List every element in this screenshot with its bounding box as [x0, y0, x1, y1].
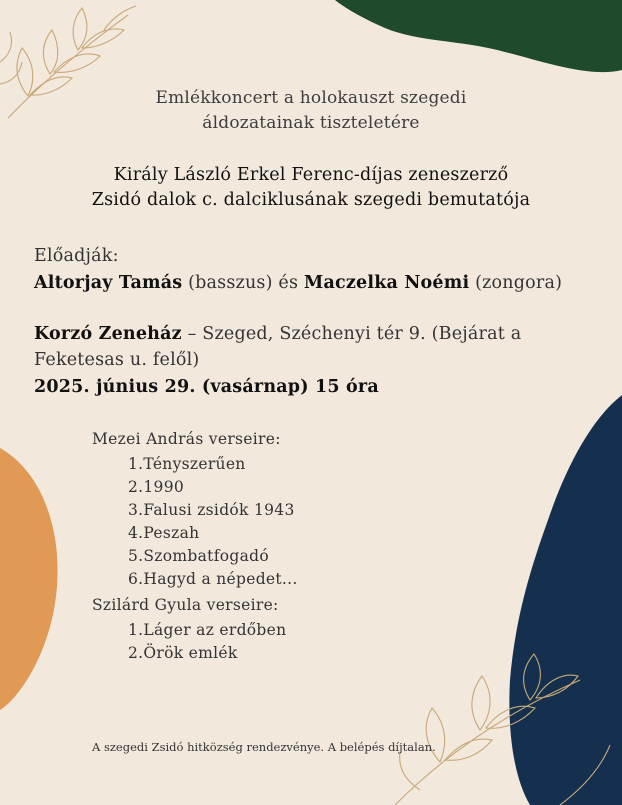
footer-note: A szegedi Zsidó hitközség rendezvénye. A belépés díjtalan. — [92, 740, 436, 754]
performer-1-role: (basszus) — [188, 273, 273, 293]
program-item: 1.Tényszerűen — [128, 455, 246, 473]
green-blob-shape — [335, 0, 622, 72]
program-item: 6.Hagyd a népedet... — [128, 570, 298, 588]
performer-2-name: Maczelka Noémi — [303, 273, 470, 293]
event-datetime: 2025. június 29. (vasárnap) 15 óra — [34, 377, 379, 397]
program-item: 3.Falusi zsidók 1943 — [128, 501, 295, 519]
venue-address-line-2: Feketesas u. felől) — [34, 350, 200, 370]
performer-conjunction: és — [278, 273, 299, 293]
orange-blob-shape — [0, 448, 58, 710]
navy-blob-shape — [509, 395, 622, 805]
performers-line — [34, 273, 562, 293]
performer-2-role: (zongora) — [475, 273, 563, 293]
venue-name: Korzó Zeneház — [34, 324, 182, 344]
subtitle-line-2: áldozatainak tiszteletére — [202, 113, 420, 133]
program-item: 2.1990 — [128, 478, 185, 496]
program-item: 2.Örök emlék — [128, 644, 238, 662]
venue-address: – Szeged, Széchenyi tér 9. (Bejárat a — [187, 324, 522, 344]
program-item: 4.Peszah — [128, 524, 200, 542]
program-group-1-title: Mezei András verseire: — [92, 430, 281, 448]
program-item: 1.Láger az erdőben — [128, 621, 287, 639]
performer-1-name: Altorjay Tamás — [34, 273, 183, 293]
program-group-2-title: Szilárd Gyula verseire: — [92, 596, 279, 614]
headline-line-1: Király László Erkel Ferenc-díjas zeneszerző — [113, 165, 509, 185]
program-item: 5.Szombatfogadó — [128, 547, 269, 565]
subtitle-line-1: Emlékkoncert a holokauszt szegedi — [155, 88, 467, 108]
venue-line-1 — [34, 324, 521, 344]
performers-heading: Előadják: — [34, 246, 119, 266]
headline-line-2: Zsidó dalok c. dalciklusának szegedi bemutatója — [91, 190, 531, 210]
